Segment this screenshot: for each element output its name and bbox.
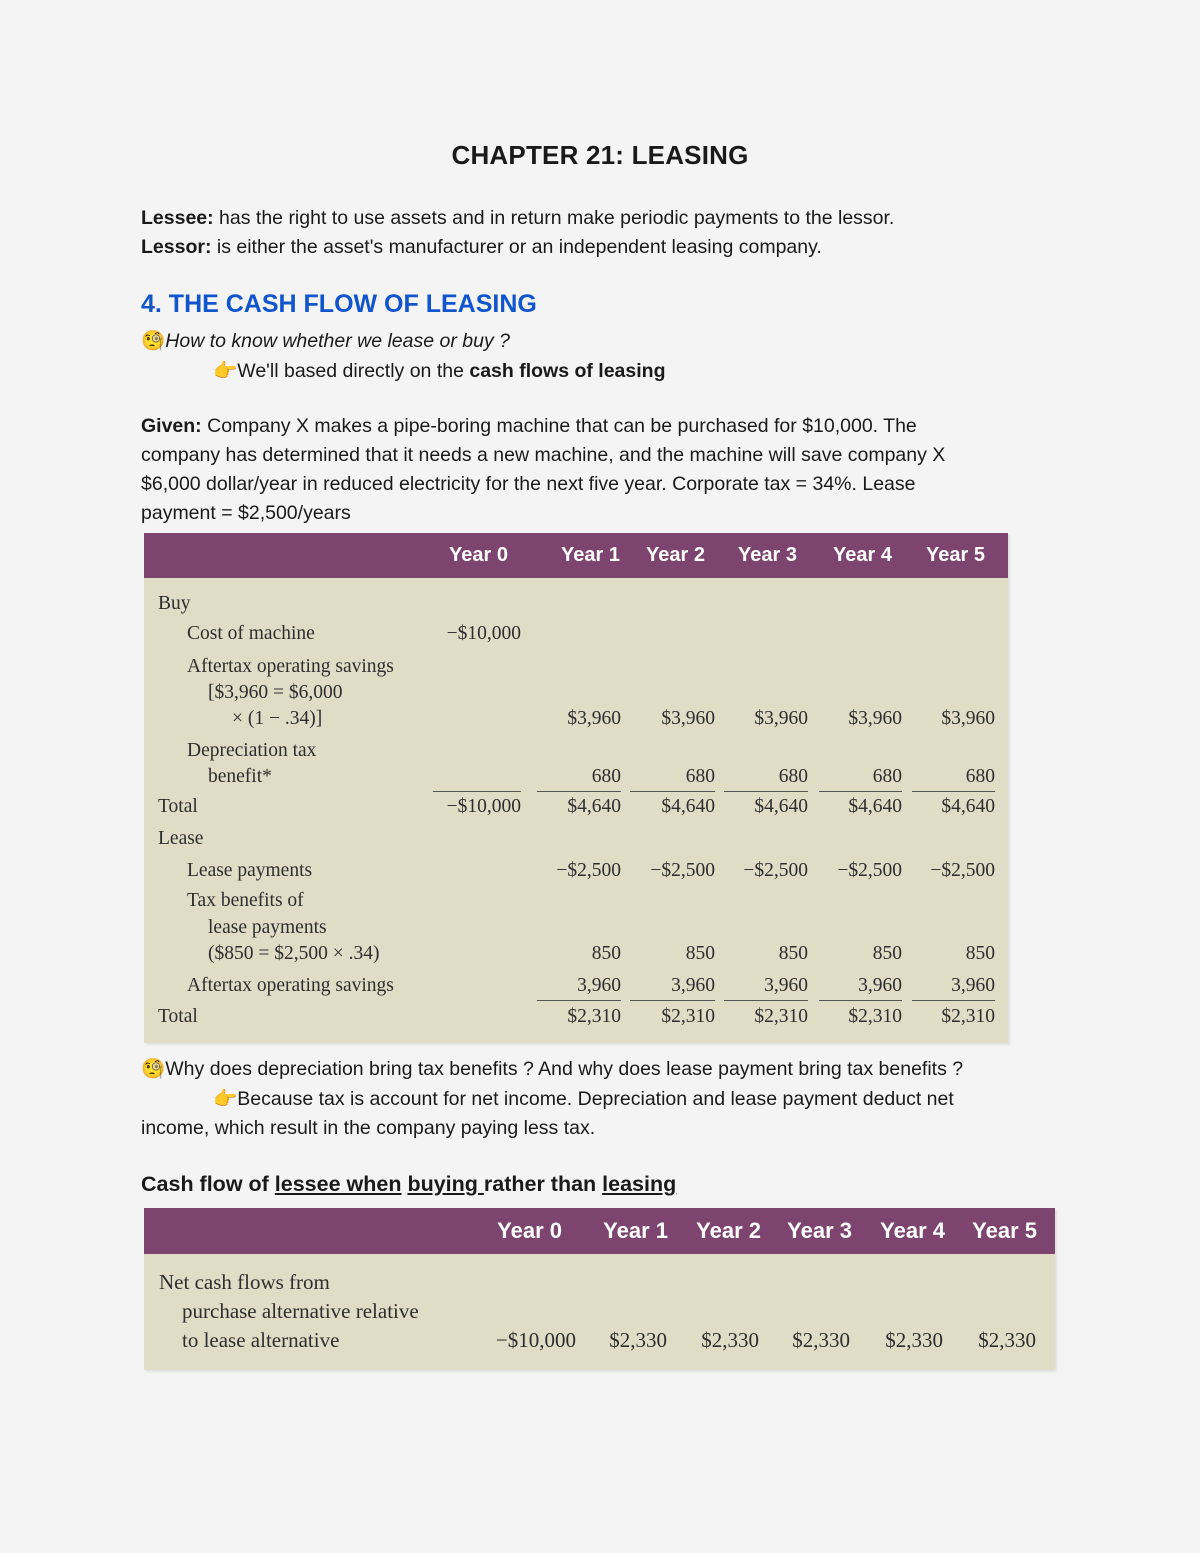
- label-net-cash-flows: Net cash flows from: [159, 1270, 330, 1294]
- cell-total-buy-year-4: $4,640: [848, 796, 902, 817]
- answer-1: [213, 356, 1133, 386]
- label-tax-benefits: Tax benefits of: [187, 890, 304, 911]
- header-year-4: Year 4: [833, 544, 892, 566]
- cell-lp-year-3: −$2,500: [743, 860, 808, 881]
- cell-tb-year-5: 850: [965, 943, 995, 964]
- label-total-buy: Total: [158, 796, 198, 817]
- cell-total-lease-year-1: $2,310: [567, 1006, 621, 1027]
- total-rule: [912, 791, 995, 792]
- cell-dep-year-1: 680: [591, 766, 621, 787]
- cell-ats-lease-year-5: 3,960: [951, 975, 995, 996]
- thinking-face-icon: 🧐: [141, 329, 166, 352]
- pointing-hand-icon: 👉: [213, 1087, 238, 1110]
- label-aftertax-savings-formula-2: × (1 − .34)]: [232, 708, 323, 729]
- label-aftertax-savings-formula-1: [$3,960 = $6,000: [208, 682, 343, 703]
- cell-total-buy-year-0: −$10,000: [446, 796, 521, 817]
- total-rule: [433, 791, 521, 792]
- question-1-text: How to know whether we lease or buy ?: [165, 330, 510, 352]
- label-depreciation-benefit: benefit*: [208, 766, 272, 787]
- answer-2-line-2: income, which result in the company paying less tax.: [141, 1117, 596, 1139]
- cell-lp-year-2: −$2,500: [650, 860, 715, 881]
- label-tax-benefits-formula: ($850 = $2,500 × .34): [208, 943, 380, 964]
- cell-tb-year-4: 850: [872, 943, 902, 964]
- answer-2: [141, 1084, 1061, 1143]
- cell-dep-year-2: 680: [685, 766, 715, 787]
- label-buy: Buy: [158, 593, 191, 614]
- cell-tb-year-2: 850: [685, 943, 715, 964]
- given-line-4: payment = $2,500/years: [141, 502, 351, 524]
- subheading-part-1: Cash flow of: [141, 1172, 275, 1196]
- cell-total-buy-year-1: $4,640: [567, 796, 621, 817]
- total-rule: [630, 791, 715, 792]
- cell-net-cash-flow-year-0: −$10,000: [495, 1328, 576, 1352]
- cell-net-cash-flow-year-5: $2,330: [978, 1328, 1036, 1352]
- answer-1-text: We'll based directly on the: [237, 360, 470, 382]
- label-total-lease: Total: [158, 1006, 198, 1027]
- cash-flow-subheading: [141, 1172, 676, 1197]
- total-rule: [912, 1000, 995, 1001]
- cell-ats-year-5: $3,960: [941, 708, 995, 729]
- given-line-3: $6,000 dollar/year in reduced electricity for the next five year. Corporate tax = 34%. Lease: [141, 473, 916, 495]
- lessor-text: is either the asset's manufacturer or an independent leasing company.: [211, 236, 822, 258]
- table-header: [144, 1208, 1055, 1254]
- cell-ats-year-1: $3,960: [567, 708, 621, 729]
- total-rule: [819, 791, 902, 792]
- thinking-face-icon: 🧐: [141, 1057, 166, 1080]
- cell-total-buy-year-3: $4,640: [754, 796, 808, 817]
- cell-ats-lease-year-1: 3,960: [577, 975, 621, 996]
- cell-ats-lease-year-3: 3,960: [764, 975, 808, 996]
- total-rule: [537, 791, 621, 792]
- cell-total-lease-year-4: $2,310: [848, 1006, 902, 1027]
- cell-lp-year-4: −$2,500: [837, 860, 902, 881]
- cell-net-cash-flow-year-1: $2,330: [609, 1328, 667, 1352]
- cell-net-cash-flow-year-4: $2,330: [885, 1328, 943, 1352]
- label-purchase-alternative: purchase alternative relative: [182, 1299, 419, 1323]
- header-year-1: Year 1: [603, 1218, 668, 1243]
- header-year-2: Year 2: [696, 1218, 761, 1243]
- header-year-3: Year 3: [787, 1218, 852, 1243]
- header-year-3: Year 3: [738, 544, 797, 566]
- section-heading: 4. THE CASH FLOW OF LEASING: [141, 290, 537, 318]
- total-rule: [630, 1000, 715, 1001]
- label-lease-alternative: to lease alternative: [182, 1328, 340, 1352]
- cell-ats-year-3: $3,960: [754, 708, 808, 729]
- cell-ats-year-2: $3,960: [661, 708, 715, 729]
- page-title: CHAPTER 21: LEASING: [451, 140, 749, 170]
- lessee-term: Lessee:: [141, 207, 214, 229]
- subheading-underline-3: leasing: [602, 1172, 677, 1196]
- answer-2-line-1: Because tax is account for net income. Depreciation and lease payment deduct net: [237, 1088, 954, 1110]
- given-line-1: Company X makes a pipe-boring machine that can be purchased for $10,000. The: [201, 415, 917, 437]
- label-cost-of-machine: Cost of machine: [187, 623, 315, 644]
- label-aftertax-savings: Aftertax operating savings: [187, 656, 394, 677]
- total-rule: [537, 1000, 621, 1001]
- table-header: [144, 533, 1008, 578]
- cell-ats-lease-year-2: 3,960: [671, 975, 715, 996]
- cell-total-lease-year-5: $2,310: [941, 1006, 995, 1027]
- lessor-definition: [141, 233, 1061, 262]
- question-1: [141, 326, 1061, 356]
- cell-total-buy-year-5: $4,640: [941, 796, 995, 817]
- cell-lp-year-5: −$2,500: [930, 860, 995, 881]
- question-2: [141, 1054, 1061, 1084]
- header-year-5: Year 5: [972, 1218, 1037, 1243]
- subheading-underline-1: lessee when: [274, 1172, 402, 1196]
- label-lease-payments: Lease payments: [187, 860, 313, 881]
- given-line-2: company has determined that it needs a new machine, and the machine will save company X: [141, 444, 946, 466]
- header-year-0: Year 0: [449, 544, 508, 566]
- buy-vs-lease-table: [144, 533, 1008, 1043]
- total-rule: [724, 791, 808, 792]
- cell-net-cash-flow-year-2: $2,330: [701, 1328, 759, 1352]
- total-rule: [819, 1000, 902, 1001]
- label-lease-payments-2: lease payments: [208, 917, 327, 938]
- cell-total-buy-year-2: $4,640: [661, 796, 715, 817]
- subheading-underline-2: buying: [407, 1172, 484, 1196]
- cell-tb-year-3: 850: [778, 943, 808, 964]
- cell-ats-year-4: $3,960: [848, 708, 902, 729]
- label-depreciation-tax: Depreciation tax: [187, 740, 317, 761]
- cell-tb-year-1: 850: [591, 943, 621, 964]
- header-year-1: Year 1: [561, 544, 620, 566]
- cell-total-lease-year-2: $2,310: [661, 1006, 715, 1027]
- lessor-term: Lessor:: [141, 236, 212, 258]
- cell-dep-year-5: 680: [965, 766, 995, 787]
- cell-ats-lease-year-4: 3,960: [858, 975, 902, 996]
- header-year-0: Year 0: [497, 1218, 562, 1243]
- pointing-hand-icon: 👉: [213, 359, 238, 382]
- net-cash-flow-table: [144, 1208, 1055, 1370]
- label-aftertax-savings-lease: Aftertax operating savings: [187, 975, 394, 996]
- header-year-4: Year 4: [880, 1218, 945, 1243]
- given-term: Given:: [141, 415, 202, 437]
- given-paragraph: [141, 412, 1061, 528]
- label-lease: Lease: [158, 828, 204, 849]
- subheading-part-3: rather than: [483, 1172, 603, 1196]
- cell-net-cash-flow-year-3: $2,330: [792, 1328, 850, 1352]
- cell-dep-year-4: 680: [872, 766, 902, 787]
- cell-lp-year-1: −$2,500: [556, 860, 621, 881]
- header-year-5: Year 5: [926, 544, 985, 566]
- question-2-text: Why does depreciation bring tax benefits ? And why does lease payment bring tax benefits ?: [165, 1058, 964, 1080]
- header-year-2: Year 2: [646, 544, 705, 566]
- lessee-text: has the right to use assets and in return make periodic payments to the lessor.: [213, 207, 895, 229]
- cell-cost-year-0: −$10,000: [446, 623, 521, 644]
- lessee-definition: [141, 204, 1061, 233]
- cell-total-lease-year-3: $2,310: [754, 1006, 808, 1027]
- answer-1-bold: cash flows of leasing: [469, 360, 666, 382]
- cell-dep-year-3: 680: [778, 766, 808, 787]
- total-rule: [724, 1000, 808, 1001]
